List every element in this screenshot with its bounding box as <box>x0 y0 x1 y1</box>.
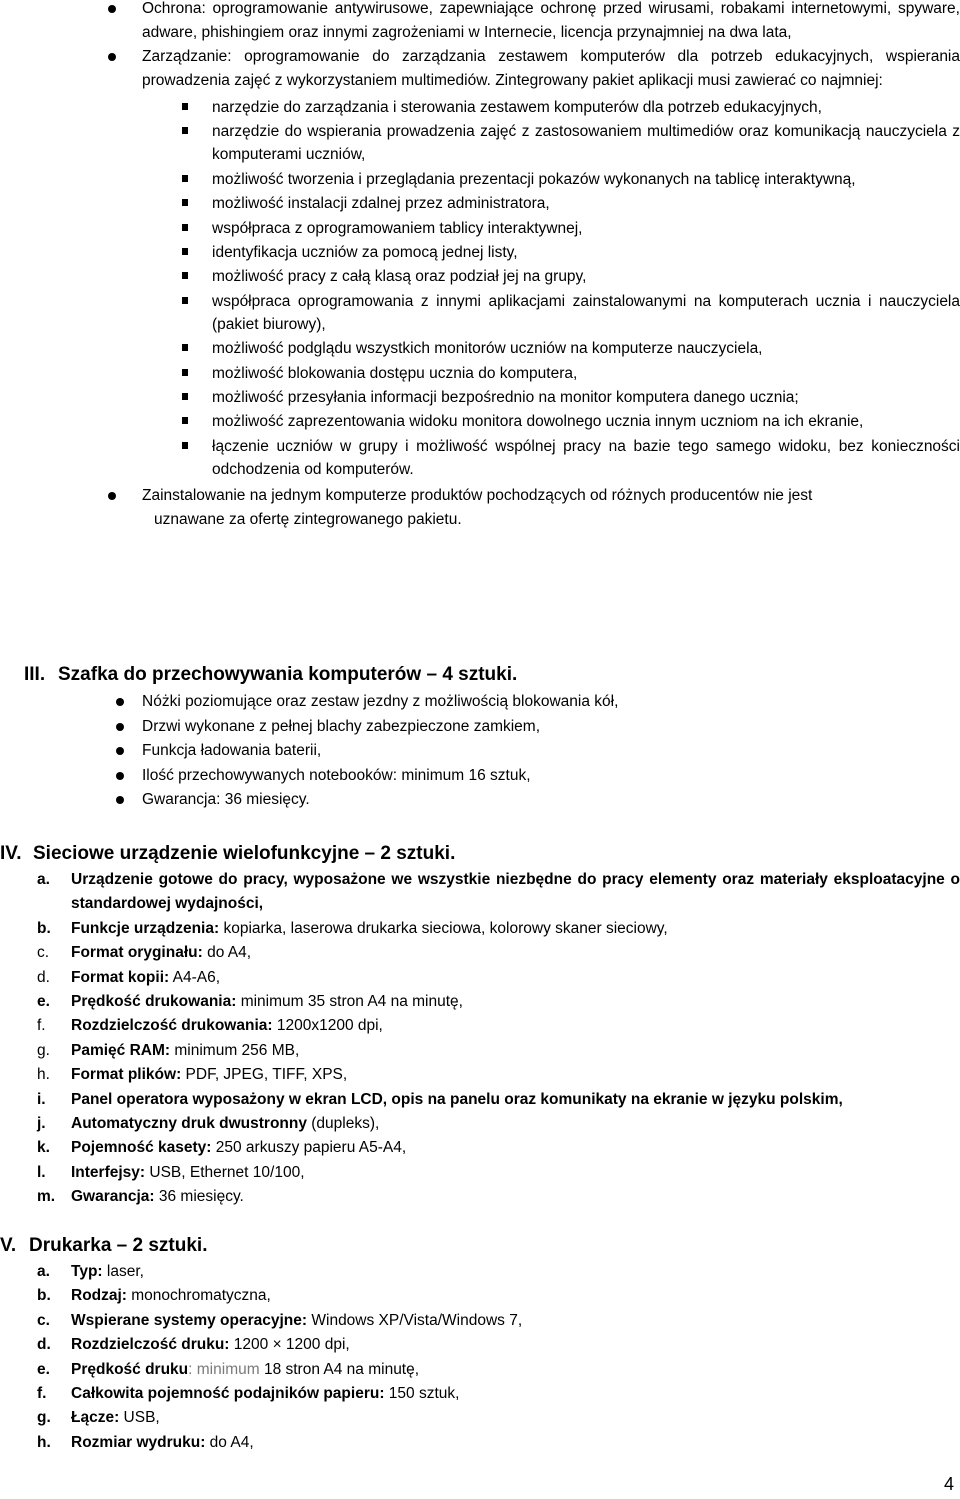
spec-value: minimum 35 stron A4 na minutę, <box>236 993 463 1011</box>
spec-item <box>37 1309 960 1333</box>
list-item <box>116 739 816 764</box>
square-bullet-icon <box>182 199 188 206</box>
spec-item <box>37 917 960 941</box>
square-bullet-icon <box>182 127 188 134</box>
item-letter: e. <box>37 1360 50 1378</box>
bullet-icon <box>108 53 116 61</box>
item-letter: b. <box>37 919 51 937</box>
item-letter: e. <box>37 993 50 1011</box>
multifunction-spec-list <box>37 868 960 1210</box>
sublist-item <box>108 290 960 336</box>
spec-item <box>37 1185 960 1209</box>
spec-label: Funkcje urządzenia: <box>71 919 220 937</box>
section-title: Drukarka – 2 sztuki. <box>29 1235 208 1256</box>
section-title: Sieciowe urządzenie wielofunkcyjne – 2 sztuki. <box>33 843 456 864</box>
sublist-item <box>108 241 960 264</box>
sublist-item <box>108 265 960 288</box>
spec-label: Rozmiar wydruku: <box>71 1433 206 1451</box>
bullet-icon <box>116 796 124 804</box>
spec-label: Rodzaj: <box>71 1287 127 1305</box>
spec-value-muted: : minimum <box>188 1360 260 1378</box>
item-letter: b. <box>37 1287 51 1305</box>
square-bullet-icon <box>182 369 188 376</box>
item-letter: i. <box>37 1090 46 1108</box>
sublist-item-text: współpraca oprogramowania z innymi aplikacjami zainstalowanymi na komputerach ucznia i nauczyciela (pakiet biurowy), <box>212 292 960 333</box>
sublist-item-text: możliwość pracy z całą klasą oraz podział jej na grupy, <box>212 268 587 286</box>
spec-label: Format plików: <box>71 1066 182 1084</box>
square-bullet-icon <box>182 224 188 231</box>
spec-item <box>37 1136 960 1160</box>
spec-label: Format kopii: <box>71 968 170 986</box>
spec-label: Prędkość drukowania: <box>71 993 237 1011</box>
square-bullet-icon <box>182 272 188 279</box>
item-letter: a. <box>37 871 50 888</box>
spec-label: Panel operatora wyposażony w ekran LCD, opis na panelu oraz komunikaty na ekranie w języku polskim, <box>71 1090 843 1108</box>
item-letter: f. <box>37 1385 47 1403</box>
spec-value: monochromatyczna, <box>126 1287 271 1305</box>
sublist-item-text: możliwość blokowania dostępu ucznia do komputera, <box>212 364 578 382</box>
list-item <box>116 764 816 789</box>
spec-value: 36 miesięcy. <box>154 1188 244 1206</box>
bullet-icon <box>116 747 124 755</box>
sublist-item-text: współpraca z oprogramowaniem tablicy interaktywnej, <box>212 219 583 237</box>
spec-item <box>37 1014 960 1038</box>
sublist-item <box>108 168 960 191</box>
spec-item <box>37 966 960 990</box>
sublist-item-text: możliwość przesyłania informacji bezpośrednio na monitor komputera danego ucznia; <box>212 388 799 406</box>
list-item <box>108 0 960 44</box>
list-item <box>116 715 816 740</box>
spec-value: 1200 × 1200 dpi, <box>229 1336 350 1354</box>
bullet-icon <box>116 723 124 731</box>
spec-label: Łącze: <box>71 1409 120 1427</box>
section-title: Szafka do przechowywania komputerów – 4 sztuki. <box>58 664 518 685</box>
cabinet-bullet-list <box>116 690 816 813</box>
spec-item <box>37 1358 960 1382</box>
sublist-item-text: narzędzie do zarządzania i sterowania zestawem komputerów dla potrzeb edukacyjnych, <box>212 99 822 116</box>
list-item <box>116 788 816 813</box>
item-letter: h. <box>37 1433 51 1451</box>
spec-item <box>37 1063 960 1087</box>
list-item-text: Ochrona: oprogramowanie antywirusowe, zapewniające ochronę przed wirusami, robakami internetowymi, spyware, adware, phishingiem oraz innymi zagrożeniami w Internecie, licencja przynajmniej na dwa lata, <box>142 0 960 41</box>
item-letter: g. <box>37 1041 50 1059</box>
list-item-text: Drzwi wykonane z pełnej blachy zabezpieczone zamkiem, <box>142 717 541 735</box>
sublist-item-text: łączenie uczniów w grupy i możliwość wspólnej pracy na bazie tego samego widoku, bez konieczności odchodzenia od komputerów. <box>212 437 960 478</box>
spec-value: (dupleks), <box>306 1115 380 1133</box>
software-bullet-list <box>108 0 960 532</box>
spec-value: Windows XP/Vista/Windows 7, <box>307 1311 523 1329</box>
list-item-text-continuation: uznawane za ofertę zintegrowanego pakietu. <box>154 510 462 528</box>
spec-item <box>37 1333 960 1357</box>
spec-label: Prędkość druku <box>71 1360 189 1378</box>
spec-value: PDF, JPEG, TIFF, XPS, <box>181 1066 348 1084</box>
spec-label: Interfejsy: <box>71 1163 146 1181</box>
item-letter: j. <box>37 1115 46 1133</box>
square-bullet-icon <box>182 297 188 304</box>
section-heading <box>24 663 517 687</box>
sublist-item <box>108 217 960 240</box>
square-bullet-icon <box>182 248 188 255</box>
list-item-text: Zainstalowanie na jednym komputerze produktów pochodzących od różnych producentów nie jest <box>142 486 813 504</box>
sublist-item <box>108 435 960 481</box>
spec-value: USB, Ethernet 10/100, <box>145 1163 305 1181</box>
spec-label: Gwarancja: <box>71 1188 155 1206</box>
spec-item <box>37 1039 960 1063</box>
square-bullet-icon <box>182 344 188 351</box>
item-letter: g. <box>37 1409 51 1427</box>
spec-item <box>37 1112 960 1136</box>
spec-item <box>37 990 960 1014</box>
spec-value: 150 sztuk, <box>384 1385 460 1403</box>
section-heading <box>0 1234 207 1258</box>
spec-label: Urządzenie gotowe do pracy, wyposażone we wszystkie niezbędne do pracy elementy oraz materiały eksploatacyjne o standardowej wydajności, <box>71 871 960 913</box>
item-letter: k. <box>37 1139 50 1157</box>
spec-label: Całkowita pojemność podajników papieru: <box>71 1385 385 1403</box>
sublist-item-text: możliwość tworzenia i przeglądania prezentacji pokazów wykonanych na tablicę interaktywną, <box>212 170 856 188</box>
list-item <box>108 484 960 532</box>
spec-value: 18 stron A4 na minutę, <box>259 1360 420 1378</box>
item-letter: h. <box>37 1066 50 1084</box>
bullet-icon <box>108 492 116 500</box>
list-item-text: Nóżki poziomujące oraz zestaw jezdny z możliwością blokowania kół, <box>142 693 619 710</box>
sublist-item <box>108 337 960 360</box>
bullet-icon <box>116 772 124 780</box>
bullet-icon <box>116 698 124 706</box>
page-number: 4 <box>943 1474 954 1494</box>
sublist-item <box>108 386 960 409</box>
item-letter: d. <box>37 968 50 986</box>
list-item-text: Zarządzanie: oprogramowanie do zarządzania zestawem komputerów dla potrzeb edukacyjnych, wspierania prowadzenia zajęć z wykorzystaniem multimediów. Zintegrowany pakiet aplikacji musi zawierać co najmniej: <box>142 48 960 89</box>
item-letter: m. <box>37 1188 56 1206</box>
sublist-item <box>108 192 960 215</box>
item-letter: l. <box>37 1163 46 1181</box>
section-number: IV. <box>0 843 22 864</box>
spec-value: laser, <box>102 1263 144 1280</box>
spec-item <box>37 941 960 965</box>
spec-label: Wspierane systemy operacyjne: <box>71 1311 308 1329</box>
spec-item <box>37 1260 960 1284</box>
sublist-item-text: możliwość podglądu wszystkich monitorów uczniów na komputerze nauczyciela, <box>212 340 763 358</box>
square-bullet-icon <box>182 393 188 400</box>
spec-label: Rozdzielczość druku: <box>71 1336 230 1354</box>
list-item <box>108 45 960 481</box>
sublist-item-text: możliwość zaprezentowania widoku monitora dowolnego ucznia innym uczniom na ich ekranie, <box>212 413 864 431</box>
spec-item <box>37 1431 960 1455</box>
list-item-text: Gwarancja: 36 miesięcy. <box>142 791 310 809</box>
section-number: III. <box>24 664 46 685</box>
item-letter: c. <box>37 1311 50 1329</box>
spec-value: 250 arkuszy papieru A5-A4, <box>211 1139 407 1157</box>
spec-label: Format oryginału: <box>71 944 203 962</box>
spec-value: do A4, <box>205 1433 254 1451</box>
square-bullet-icon <box>182 175 188 182</box>
spec-value: A4-A6, <box>169 968 221 986</box>
spec-item <box>37 1382 960 1406</box>
management-sublist <box>108 96 960 481</box>
section-heading <box>0 842 455 866</box>
list-item-text: Ilość przechowywanych notebooków: minimum 16 sztuk, <box>142 766 531 784</box>
sublist-item-text: możliwość instalacji zdalnej przez administratora, <box>212 195 550 213</box>
list-item <box>116 690 816 715</box>
sublist-item-text: identyfikacja uczniów za pomocą jednej listy, <box>212 243 518 261</box>
spec-item <box>37 1406 960 1430</box>
spec-label: Pojemność kasety: <box>71 1139 212 1157</box>
item-letter: c. <box>37 944 50 962</box>
spec-label: Rozdzielczość drukowania: <box>71 1017 273 1035</box>
spec-item <box>37 1161 960 1185</box>
bullet-icon <box>108 5 116 13</box>
item-letter: f. <box>37 1017 46 1035</box>
item-letter: a. <box>37 1263 50 1280</box>
list-item-text: Funkcja ładowania baterii, <box>142 742 322 760</box>
square-bullet-icon <box>182 442 188 449</box>
spec-item <box>37 1284 960 1308</box>
spec-item <box>37 868 960 917</box>
printer-spec-list <box>37 1260 960 1455</box>
sublist-item <box>108 120 960 166</box>
section-number: V. <box>0 1235 17 1256</box>
sublist-item-text: narzędzie do wspierania prowadzenia zajęć z zastosowaniem multimediów oraz komunikacją nauczyciela z komputerami uczniów, <box>212 123 960 164</box>
spec-label: Automatyczny druk dwustronny <box>71 1115 307 1133</box>
spec-value: kopiarka, laserowa drukarka sieciowa, kolorowy skaner sieciowy, <box>219 919 668 937</box>
square-bullet-icon <box>182 103 188 110</box>
spec-label: Pamięć RAM: <box>71 1041 171 1059</box>
spec-value: 1200x1200 dpi, <box>272 1017 383 1035</box>
spec-value: minimum 256 MB, <box>170 1041 300 1059</box>
spec-label: Typ: <box>71 1263 103 1280</box>
sublist-item <box>108 96 960 119</box>
square-bullet-icon <box>182 417 188 424</box>
sublist-item <box>108 410 960 433</box>
sublist-item <box>108 362 960 385</box>
item-letter: d. <box>37 1336 51 1354</box>
spec-value: do A4, <box>202 944 252 962</box>
spec-item <box>37 1088 960 1112</box>
spec-value: USB, <box>119 1409 160 1427</box>
